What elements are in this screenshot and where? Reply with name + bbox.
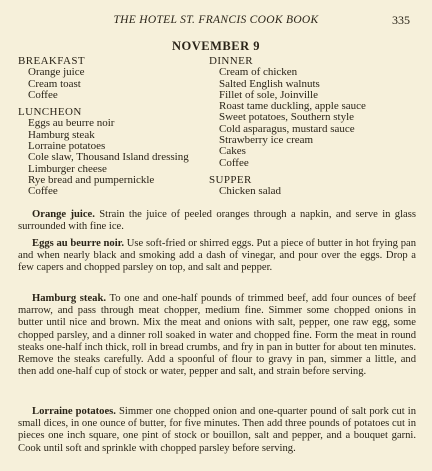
menu-dish: Salted English walnuts [219,77,320,90]
recipe-eggs-au-beurre-noir [18,238,416,275]
recipe-text: Use soft-fried or shirred eggs. Put a piece of butter in hot frying pan and when nearly black and smoking add a dash of vinegar, and pour over the eggs. Drop a few capers and chopped parsley on top, and salt and pepper. [18,238,416,274]
recipe-text: Strain the juice of peeled oranges through a napkin, and serve in glass surrounded with fine ice. [18,209,416,233]
supper-menu [209,175,419,198]
menu-dish: Cold asparagus, mustard sauce [219,122,355,135]
menu-dish: Strawberry ice cream [219,134,314,147]
menu-dish: Coffee [28,185,58,198]
recipe-name: Eggs au beurre noir. [32,238,125,249]
recipe-name: Hamburg steak. [32,293,106,304]
menu-dish: Hamburg steak [28,128,95,141]
menu-dish: Sweet potatoes, Southern style [219,111,355,124]
menu-left-column [18,56,213,204]
menu-dish: Coffee [28,88,58,101]
menu-dish: Chicken salad [219,185,282,198]
dinner-title: DINNER [209,55,253,67]
breakfast-title: BREAKFAST [18,55,85,67]
recipe-text: Simmer one chopped onion and one-quarter pound of salt pork cut in small dices, in one ounce of butter, for five minutes. Then add three pounds of potatoes cut in pieces one inch square, one pint of stock or bouillon, salt and pepper, and a bouquet garni. Cook until soft and sprinkle with chopped parsley before serving. [18,406,416,454]
menu-right-column [209,56,419,204]
recipe-text: To one and one-half pounds of trimmed beef, add four ounces of beef marrow, and pass through meat chopper, medium fine. Simmer some chopped onions in butter until nice and brown. Mix the meat and onions with salt, pepper, one raw egg, some chopped parsley, and a dinner roll soaked in water and chopped fine. Form the meat in round steaks one-half inch thick, roll in bread crumbs, and fry in pan in butter for about ten minutes. Remove the steaks carefully. Add a spoonful of flour to gravy in pan, simmer a little, and then add one-half cup of stock or water, pepper and salt, and strain before serving. [18,293,416,378]
page-number: 335 [392,13,410,27]
menu-dish: Roast tame duckling, apple sauce [219,100,366,113]
recipe-name: Orange juice. [32,209,95,220]
date-heading: NOVEMBER 9 [172,39,260,53]
luncheon-title: LUNCHEON [18,106,82,119]
dinner-menu [209,56,419,169]
menu-dish: Eggs au beurre noir [28,117,115,130]
recipe-hamburg-steak [18,293,416,378]
menu-dish: Cream of chicken [219,66,298,79]
menu-dish: Coffee [219,156,249,169]
breakfast-menu [18,56,213,101]
menu-dish: Rye bread and pumpernickle [28,173,155,186]
menu-dish: Fillet of sole, Joinville [219,88,318,101]
recipe-orange-juice [18,209,416,233]
recipe-name: Lorraine potatoes. [32,406,116,417]
menu-dish: Limburger cheese [28,162,107,175]
recipe-lorraine-potatoes [18,406,416,455]
running-title: THE HOTEL ST. FRANCIS COOK BOOK [113,14,319,26]
supper-title: SUPPER [209,173,252,186]
menu-dish: Cakes [219,145,246,158]
menu-dish: Orange juice [28,66,85,79]
luncheon-menu [18,107,213,197]
menu-dish: Cream toast [28,77,81,90]
menu-dish: Lorraine potatoes [28,140,106,153]
menu-dish: Cole slaw, Thousand Island dressing [28,151,189,164]
